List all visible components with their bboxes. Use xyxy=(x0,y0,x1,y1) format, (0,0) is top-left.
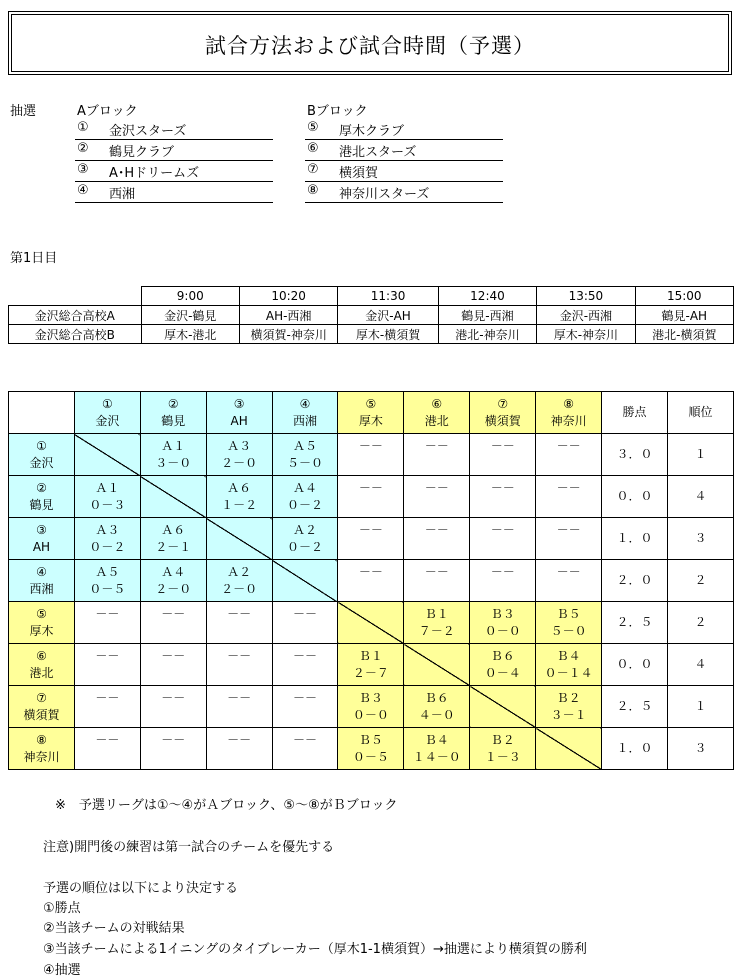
draw-entry xyxy=(75,161,273,182)
game-code: Ａ５ xyxy=(293,438,318,453)
result-cell xyxy=(404,602,470,644)
team-name: 横須賀 xyxy=(484,413,521,428)
league-header-row xyxy=(9,392,734,434)
result-cell xyxy=(470,434,536,476)
game-code: Ｂ１ xyxy=(424,606,449,621)
team-name: 金沢 xyxy=(29,455,54,470)
team-rank: ２ xyxy=(668,560,734,602)
no-game-mark: －－ xyxy=(490,522,515,537)
result-cell xyxy=(338,434,404,476)
team-number: ⑥ xyxy=(36,648,47,663)
schedule-venue: 金沢総合高校B xyxy=(9,325,142,344)
team-number: ① xyxy=(36,438,47,453)
draw-entry-team: 横須賀 xyxy=(339,166,379,181)
result-cell xyxy=(140,434,206,476)
result-cell xyxy=(338,644,404,686)
block-a-label: Aブロック xyxy=(77,104,138,119)
no-game-mark: －－ xyxy=(490,480,515,495)
draw-entry xyxy=(305,182,503,203)
ranking-rule-1: ①勝点 xyxy=(43,901,81,916)
no-game-mark: －－ xyxy=(358,480,383,495)
game-code: Ｂ４ xyxy=(424,732,449,747)
schedule-time: 12:40 xyxy=(438,287,536,306)
team-name: 港北 xyxy=(29,665,54,680)
no-game-mark: －－ xyxy=(227,648,252,663)
game-code: Ａ３ xyxy=(227,438,252,453)
game-code: Ａ２ xyxy=(293,522,318,537)
result-cell xyxy=(536,560,602,602)
game-code: Ｂ３ xyxy=(358,690,383,705)
team-number: ⑧ xyxy=(563,396,575,411)
team-name: 西湘 xyxy=(29,581,54,596)
schedule-venue: 金沢総合高校A xyxy=(9,306,142,325)
draw-entry xyxy=(75,119,273,140)
result-cell xyxy=(272,518,338,560)
game-score: ０－０ xyxy=(484,623,521,638)
no-game-mark: －－ xyxy=(358,564,383,579)
league-column-team xyxy=(206,392,272,434)
no-game-mark: －－ xyxy=(358,522,383,537)
draw-entry xyxy=(75,182,273,203)
league-row-team xyxy=(9,686,75,728)
practice-note: 注意)開門後の練習は第一試合のチームを優先する xyxy=(43,840,335,855)
league-row xyxy=(9,476,734,518)
no-game-mark: －－ xyxy=(293,606,318,621)
team-name: 西湘 xyxy=(293,413,318,428)
no-game-mark: －－ xyxy=(556,480,581,495)
draw-entry xyxy=(305,161,503,182)
game-score: ５－０ xyxy=(550,623,587,638)
league-column-team xyxy=(140,392,206,434)
draw-entry-team: 金沢スターズ xyxy=(109,124,187,139)
team-name: AH xyxy=(230,413,248,428)
game-score: ２－７ xyxy=(352,665,389,680)
league-column-team xyxy=(470,392,536,434)
result-cell xyxy=(272,602,338,644)
no-game-mark: －－ xyxy=(358,438,383,453)
game-score: １－３ xyxy=(484,749,521,764)
game-code: Ｂ２ xyxy=(490,732,515,747)
result-cell xyxy=(206,686,272,728)
game-score: ５－０ xyxy=(287,455,324,470)
game-score: ２－１ xyxy=(155,539,192,554)
schedule-game: 鶴見-AH xyxy=(635,306,733,325)
team-rank: ３ xyxy=(668,518,734,560)
league-table xyxy=(8,391,734,770)
block-b-label: Bブロック xyxy=(307,104,368,119)
no-game-mark: －－ xyxy=(227,690,252,705)
result-cell xyxy=(470,560,536,602)
league-row-team xyxy=(9,644,75,686)
result-cell xyxy=(140,560,206,602)
no-game-mark: －－ xyxy=(161,606,186,621)
team-points: ３．０ xyxy=(602,434,668,476)
result-cell xyxy=(206,602,272,644)
draw-entry-team: 神奈川スターズ xyxy=(339,187,430,202)
game-code: Ａ４ xyxy=(293,480,318,495)
result-cell xyxy=(404,728,470,770)
result-cell xyxy=(536,686,602,728)
team-number: ⑥ xyxy=(431,396,443,411)
result-cell xyxy=(140,518,206,560)
result-cell xyxy=(470,518,536,560)
diagonal-cell xyxy=(404,644,470,686)
result-cell xyxy=(74,686,140,728)
result-cell xyxy=(338,476,404,518)
team-number: ⑦ xyxy=(36,690,47,705)
game-score: ０－２ xyxy=(287,539,324,554)
team-name: 神奈川 xyxy=(550,413,587,428)
team-points: ２．５ xyxy=(602,686,668,728)
game-score: ２－０ xyxy=(155,581,192,596)
league-row-team xyxy=(9,476,75,518)
result-cell xyxy=(338,686,404,728)
team-name: AH xyxy=(32,539,51,554)
game-code: Ａ４ xyxy=(161,564,186,579)
team-rank: １ xyxy=(668,686,734,728)
result-cell xyxy=(140,602,206,644)
result-cell xyxy=(404,476,470,518)
result-cell xyxy=(272,434,338,476)
schedule-game: 港北-神奈川 xyxy=(438,325,536,344)
diagonal-cell xyxy=(338,602,404,644)
team-points: ０．０ xyxy=(602,644,668,686)
league-row-team xyxy=(9,560,75,602)
schedule-corner xyxy=(9,287,142,306)
team-rank: ４ xyxy=(668,644,734,686)
league-row xyxy=(9,602,734,644)
result-cell xyxy=(272,644,338,686)
no-game-mark: －－ xyxy=(95,606,120,621)
schedule-time: 15:00 xyxy=(635,287,733,306)
game-score: ２－０ xyxy=(221,581,258,596)
team-points: ２．５ xyxy=(602,602,668,644)
game-code: Ｂ３ xyxy=(490,606,515,621)
team-number: ④ xyxy=(36,564,47,579)
result-cell xyxy=(74,644,140,686)
game-code: Ｂ１ xyxy=(358,648,383,663)
draw-entry-team: 港北スターズ xyxy=(339,145,417,160)
league-row-team xyxy=(9,602,75,644)
result-cell xyxy=(404,560,470,602)
league-row xyxy=(9,560,734,602)
team-number: ③ xyxy=(36,522,47,537)
game-score: ０－５ xyxy=(352,749,389,764)
draw-entry-team: 鶴見クラブ xyxy=(109,145,175,160)
draw-entry-team: 厚木クラブ xyxy=(339,124,405,139)
day-label: 第1日目 xyxy=(10,251,58,266)
game-code: Ａ２ xyxy=(227,564,252,579)
schedule-game: 厚木-神奈川 xyxy=(537,325,635,344)
team-rank: ２ xyxy=(668,602,734,644)
ranking-rule-2: ②当該チームの対戦結果 xyxy=(43,921,185,936)
diagonal-cell xyxy=(470,686,536,728)
game-score: ０－０ xyxy=(352,707,389,722)
result-cell xyxy=(140,644,206,686)
no-game-mark: －－ xyxy=(161,732,186,747)
team-name: 鶴見 xyxy=(161,413,186,428)
result-cell xyxy=(338,560,404,602)
result-cell xyxy=(536,476,602,518)
result-cell xyxy=(74,602,140,644)
result-cell xyxy=(74,518,140,560)
schedule-game: 厚木-港北 xyxy=(141,325,239,344)
team-points: １．０ xyxy=(602,518,668,560)
diagonal-cell xyxy=(74,434,140,476)
result-cell xyxy=(74,560,140,602)
result-cell xyxy=(404,686,470,728)
team-number: ② xyxy=(36,480,47,495)
game-score: ０－２ xyxy=(89,539,126,554)
game-code: Ｂ６ xyxy=(490,648,515,663)
result-cell xyxy=(272,686,338,728)
result-cell xyxy=(338,728,404,770)
team-number: ⑦ xyxy=(497,396,509,411)
draw-entry-team: A･Hドリームズ xyxy=(109,166,200,181)
game-score: １－２ xyxy=(221,497,258,512)
no-game-mark: －－ xyxy=(95,690,120,705)
diagonal-cell xyxy=(272,560,338,602)
result-cell xyxy=(536,602,602,644)
team-name: 港北 xyxy=(424,413,449,428)
title-box xyxy=(8,11,732,75)
schedule-row xyxy=(9,325,734,344)
no-game-mark: －－ xyxy=(95,732,120,747)
league-column-team xyxy=(272,392,338,434)
league-column-team xyxy=(74,392,140,434)
game-code: Ｂ２ xyxy=(556,690,581,705)
schedule-time: 11:30 xyxy=(338,287,438,306)
team-points: １．０ xyxy=(602,728,668,770)
team-rank: ４ xyxy=(668,476,734,518)
game-score: ０－１４ xyxy=(544,665,593,680)
team-number: ⑤ xyxy=(36,606,47,621)
ranking-rule-4: ④抽選 xyxy=(43,963,81,978)
no-game-mark: －－ xyxy=(293,690,318,705)
game-code: Ａ６ xyxy=(227,480,252,495)
schedule-game: 鶴見-西湘 xyxy=(438,306,536,325)
result-cell xyxy=(470,728,536,770)
result-cell xyxy=(536,644,602,686)
team-number: ① xyxy=(101,396,113,411)
game-score: ０－５ xyxy=(89,581,126,596)
no-game-mark: －－ xyxy=(424,522,449,537)
ranking-rule-3: ③当該チームによる1イニングのタイブレーカー（厚木1-1横須賀）→抽選により横須賀の勝利 xyxy=(43,942,587,957)
team-number: ② xyxy=(167,396,179,411)
league-column-team xyxy=(404,392,470,434)
no-game-mark: －－ xyxy=(95,648,120,663)
league-row xyxy=(9,644,734,686)
draw-label: 抽選 xyxy=(10,104,37,119)
game-code: Ａ３ xyxy=(95,522,120,537)
league-column-team xyxy=(536,392,602,434)
game-code: Ａ１ xyxy=(161,438,186,453)
schedule-game: AH-西湘 xyxy=(239,306,337,325)
draw-entry-number: ⑧ xyxy=(307,183,319,198)
result-cell xyxy=(470,644,536,686)
schedule-game: 金沢-西湘 xyxy=(537,306,635,325)
rank-header: 順位 xyxy=(668,392,734,434)
team-name: 厚木 xyxy=(29,623,54,638)
draw-entry-number: ③ xyxy=(77,162,89,177)
no-game-mark: －－ xyxy=(424,480,449,495)
game-code: Ａ６ xyxy=(161,522,186,537)
game-code: Ｂ５ xyxy=(358,732,383,747)
no-game-mark: －－ xyxy=(161,648,186,663)
result-cell xyxy=(206,560,272,602)
schedule-time: 13:50 xyxy=(537,287,635,306)
game-score: ０－３ xyxy=(89,497,126,512)
team-name: 横須賀 xyxy=(23,707,60,722)
schedule-game: 金沢-鶴見 xyxy=(141,306,239,325)
schedule-game: 横須賀-神奈川 xyxy=(239,325,337,344)
team-name: 神奈川 xyxy=(23,749,60,764)
result-cell xyxy=(338,518,404,560)
team-rank: １ xyxy=(668,434,734,476)
points-header: 勝点 xyxy=(602,392,668,434)
schedule-time: 9:00 xyxy=(141,287,239,306)
league-row-team xyxy=(9,434,75,476)
team-points: ０．０ xyxy=(602,476,668,518)
result-cell xyxy=(206,644,272,686)
team-points: ２．０ xyxy=(602,560,668,602)
result-cell xyxy=(206,434,272,476)
league-row xyxy=(9,434,734,476)
result-cell xyxy=(140,686,206,728)
result-cell xyxy=(272,476,338,518)
league-row-team xyxy=(9,728,75,770)
schedule-game: 金沢-AH xyxy=(338,306,438,325)
draw-entry xyxy=(75,140,273,161)
league-row xyxy=(9,686,734,728)
draw-entry-team: 西湘 xyxy=(109,187,136,202)
game-score: １４－０ xyxy=(412,749,461,764)
no-game-mark: －－ xyxy=(424,438,449,453)
result-cell xyxy=(404,518,470,560)
schedule-time: 10:20 xyxy=(239,287,337,306)
game-score: ３－０ xyxy=(155,455,192,470)
schedule-header-row xyxy=(9,287,734,306)
result-cell xyxy=(74,728,140,770)
league-corner xyxy=(9,392,75,434)
diagonal-cell xyxy=(206,518,272,560)
ranking-heading: 予選の順位は以下により決定する xyxy=(43,881,239,896)
no-game-mark: －－ xyxy=(556,522,581,537)
no-game-mark: －－ xyxy=(490,564,515,579)
game-code: Ａ１ xyxy=(95,480,120,495)
diagonal-cell xyxy=(536,728,602,770)
game-score: ２－０ xyxy=(221,455,258,470)
team-number: ③ xyxy=(233,396,245,411)
game-score: ４－０ xyxy=(418,707,455,722)
no-game-mark: －－ xyxy=(424,564,449,579)
result-cell xyxy=(206,476,272,518)
draw-entry-number: ④ xyxy=(77,183,89,198)
no-game-mark: －－ xyxy=(556,564,581,579)
game-code: Ｂ５ xyxy=(556,606,581,621)
game-score: ３－１ xyxy=(550,707,587,722)
result-cell xyxy=(140,728,206,770)
team-name: 金沢 xyxy=(95,413,120,428)
result-cell xyxy=(74,476,140,518)
no-game-mark: －－ xyxy=(161,690,186,705)
no-game-mark: －－ xyxy=(227,606,252,621)
block-note: ※ 予選リーグは①～④がＡブロック、⑤～⑧がＢブロック xyxy=(55,798,398,813)
schedule-game: 港北-横須賀 xyxy=(635,325,733,344)
team-number: ④ xyxy=(299,396,311,411)
game-code: Ａ５ xyxy=(95,564,120,579)
result-cell xyxy=(470,476,536,518)
draw-entry-number: ① xyxy=(77,120,89,135)
team-number: ⑧ xyxy=(36,732,47,747)
game-score: ０－２ xyxy=(287,497,324,512)
no-game-mark: －－ xyxy=(490,438,515,453)
no-game-mark: －－ xyxy=(556,438,581,453)
no-game-mark: －－ xyxy=(293,648,318,663)
league-row xyxy=(9,728,734,770)
no-game-mark: －－ xyxy=(227,732,252,747)
league-row-team xyxy=(9,518,75,560)
no-game-mark: －－ xyxy=(293,732,318,747)
draw-entry-number: ⑤ xyxy=(307,120,319,135)
result-cell xyxy=(404,434,470,476)
team-rank: ３ xyxy=(668,728,734,770)
draw-entry-number: ⑥ xyxy=(307,141,319,156)
result-cell xyxy=(206,728,272,770)
page-title: 試合方法および試合時間（予選） xyxy=(205,34,535,58)
diagonal-cell xyxy=(140,476,206,518)
draw-entry-number: ② xyxy=(77,141,89,156)
schedule-game: 厚木-横須賀 xyxy=(338,325,438,344)
draw-entry-number: ⑦ xyxy=(307,162,319,177)
game-code: Ｂ６ xyxy=(424,690,449,705)
game-score: ０－４ xyxy=(484,665,521,680)
result-cell xyxy=(272,728,338,770)
team-name: 鶴見 xyxy=(29,497,54,512)
draw-entry xyxy=(305,119,503,140)
draw-entry xyxy=(305,140,503,161)
result-cell xyxy=(536,518,602,560)
game-score: ７－２ xyxy=(418,623,455,638)
game-code: Ｂ４ xyxy=(556,648,581,663)
result-cell xyxy=(536,434,602,476)
team-number: ⑤ xyxy=(365,396,377,411)
schedule-table xyxy=(8,286,734,344)
league-column-team xyxy=(338,392,404,434)
result-cell xyxy=(470,602,536,644)
team-name: 厚木 xyxy=(358,413,383,428)
schedule-row xyxy=(9,306,734,325)
league-row xyxy=(9,518,734,560)
